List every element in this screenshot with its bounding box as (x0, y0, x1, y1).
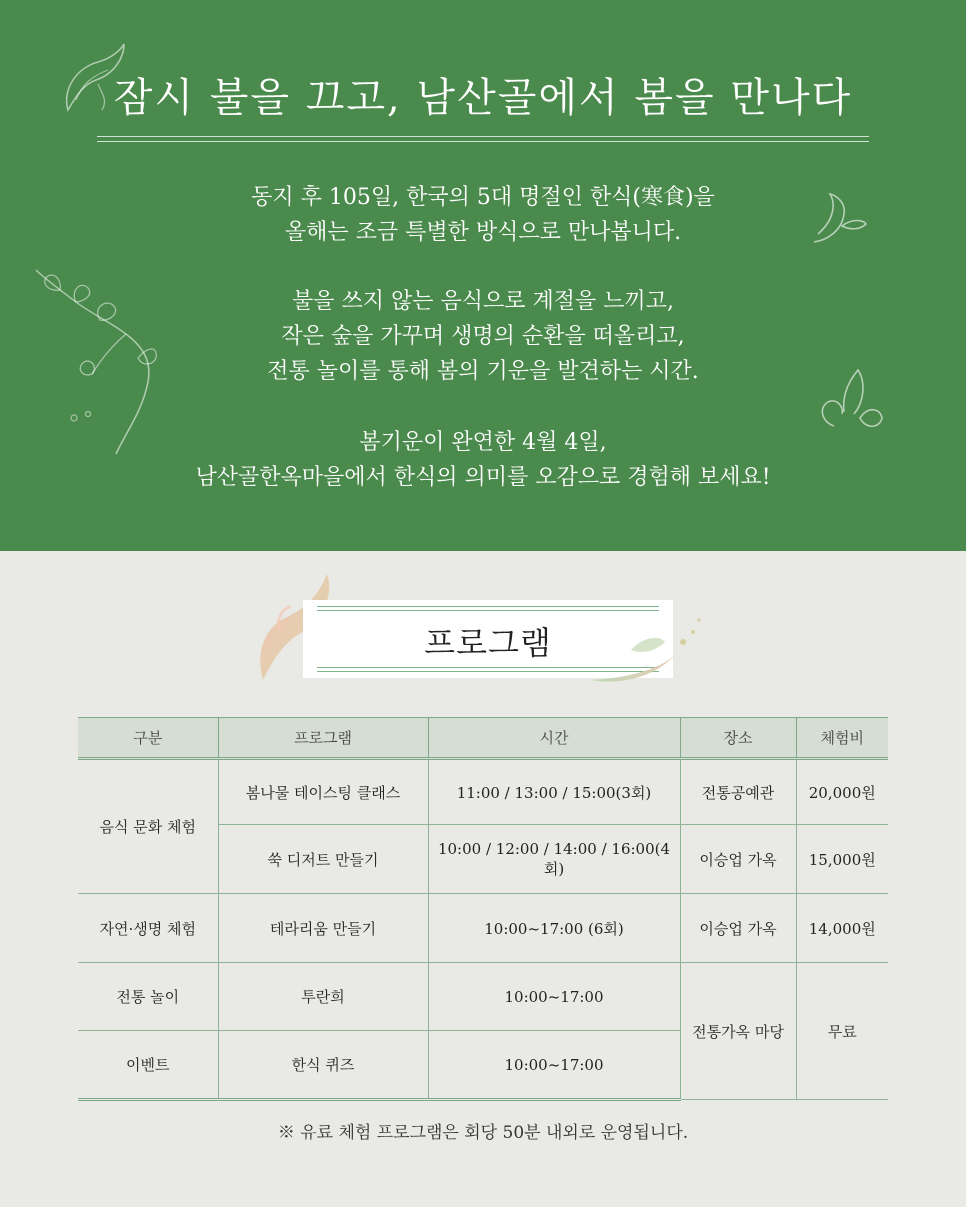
place-cell: 이승업 가옥 (680, 825, 796, 894)
column-header: 구분 (78, 718, 218, 759)
place-cell: 전통가옥 마당 (680, 963, 796, 1100)
intro-line: 봄기운이 완연한 4월 4일, (359, 430, 607, 455)
hero-title: 잠시 불을 끄고, 남산골에서 봄을 만나다 (113, 75, 853, 121)
intro-line: 불을 쓰지 않는 음식으로 계절을 느끼고, (292, 289, 674, 314)
fee-cell: 14,000원 (796, 894, 888, 963)
time-cell: 10:00~17:00 (6회) (428, 894, 680, 963)
program-cell: 봄나물 테이스팅 클래스 (218, 759, 428, 825)
program-cell: 테라리움 만들기 (218, 894, 428, 963)
time-cell: 10:00~17:00 (428, 1031, 680, 1100)
table-row (78, 759, 888, 825)
time-cell: 11:00 / 13:00 / 15:00(3회) (428, 759, 680, 825)
intro-line: 올해는 조금 특별한 방식으로 만나봅니다. (284, 220, 682, 245)
leaf-swirl-right-icon (585, 612, 715, 687)
fee-cell: 15,000원 (796, 825, 888, 894)
program-heading-badge (255, 572, 715, 687)
intro-paragraph-2 (0, 284, 966, 389)
program-table (78, 717, 888, 1101)
title-divider (97, 136, 869, 142)
column-header: 장소 (680, 718, 796, 759)
program-cell: 쑥 디저트 만들기 (218, 825, 428, 894)
fee-cell: 무료 (796, 963, 888, 1100)
intro-paragraph-1 (0, 180, 966, 250)
intro-line: 전통 놀이를 통해 봄의 기운을 발견하는 시간. (267, 359, 699, 384)
program-cell: 투란희 (218, 963, 428, 1031)
time-cell: 10:00 / 12:00 / 14:00 / 16:00(4회) (428, 825, 680, 894)
table-header-row (78, 718, 888, 759)
program-cell: 한식 퀴즈 (218, 1031, 428, 1100)
category-cell: 전통 놀이 (78, 963, 218, 1031)
intro-paragraph-3 (0, 425, 966, 495)
table-row (78, 963, 888, 1031)
fee-cell: 20,000원 (796, 759, 888, 825)
category-cell: 자연·생명 체험 (78, 894, 218, 963)
program-heading: 프로그램 (424, 624, 552, 662)
column-header: 시간 (428, 718, 680, 759)
category-cell: 음식 문화 체험 (78, 759, 218, 894)
column-header: 프로그램 (218, 718, 428, 759)
footnote: ※ 유료 체험 프로그램은 회당 50분 내외로 운영됩니다. (277, 1123, 689, 1143)
intro-line: 남산골한옥마을에서 한식의 의미를 오감으로 경험해 보세요! (195, 465, 771, 490)
hero-section (0, 0, 966, 551)
table-row (78, 894, 888, 963)
column-header: 체험비 (796, 718, 888, 759)
category-cell: 이벤트 (78, 1031, 218, 1100)
intro-line: 동지 후 105일, 한국의 5대 명절인 한식(寒食)을 (251, 185, 715, 210)
place-cell: 전통공예관 (680, 759, 796, 825)
time-cell: 10:00~17:00 (428, 963, 680, 1031)
intro-line: 작은 숲을 가꾸며 생명의 순환을 떠올리고, (281, 324, 685, 349)
place-cell: 이승업 가옥 (680, 894, 796, 963)
